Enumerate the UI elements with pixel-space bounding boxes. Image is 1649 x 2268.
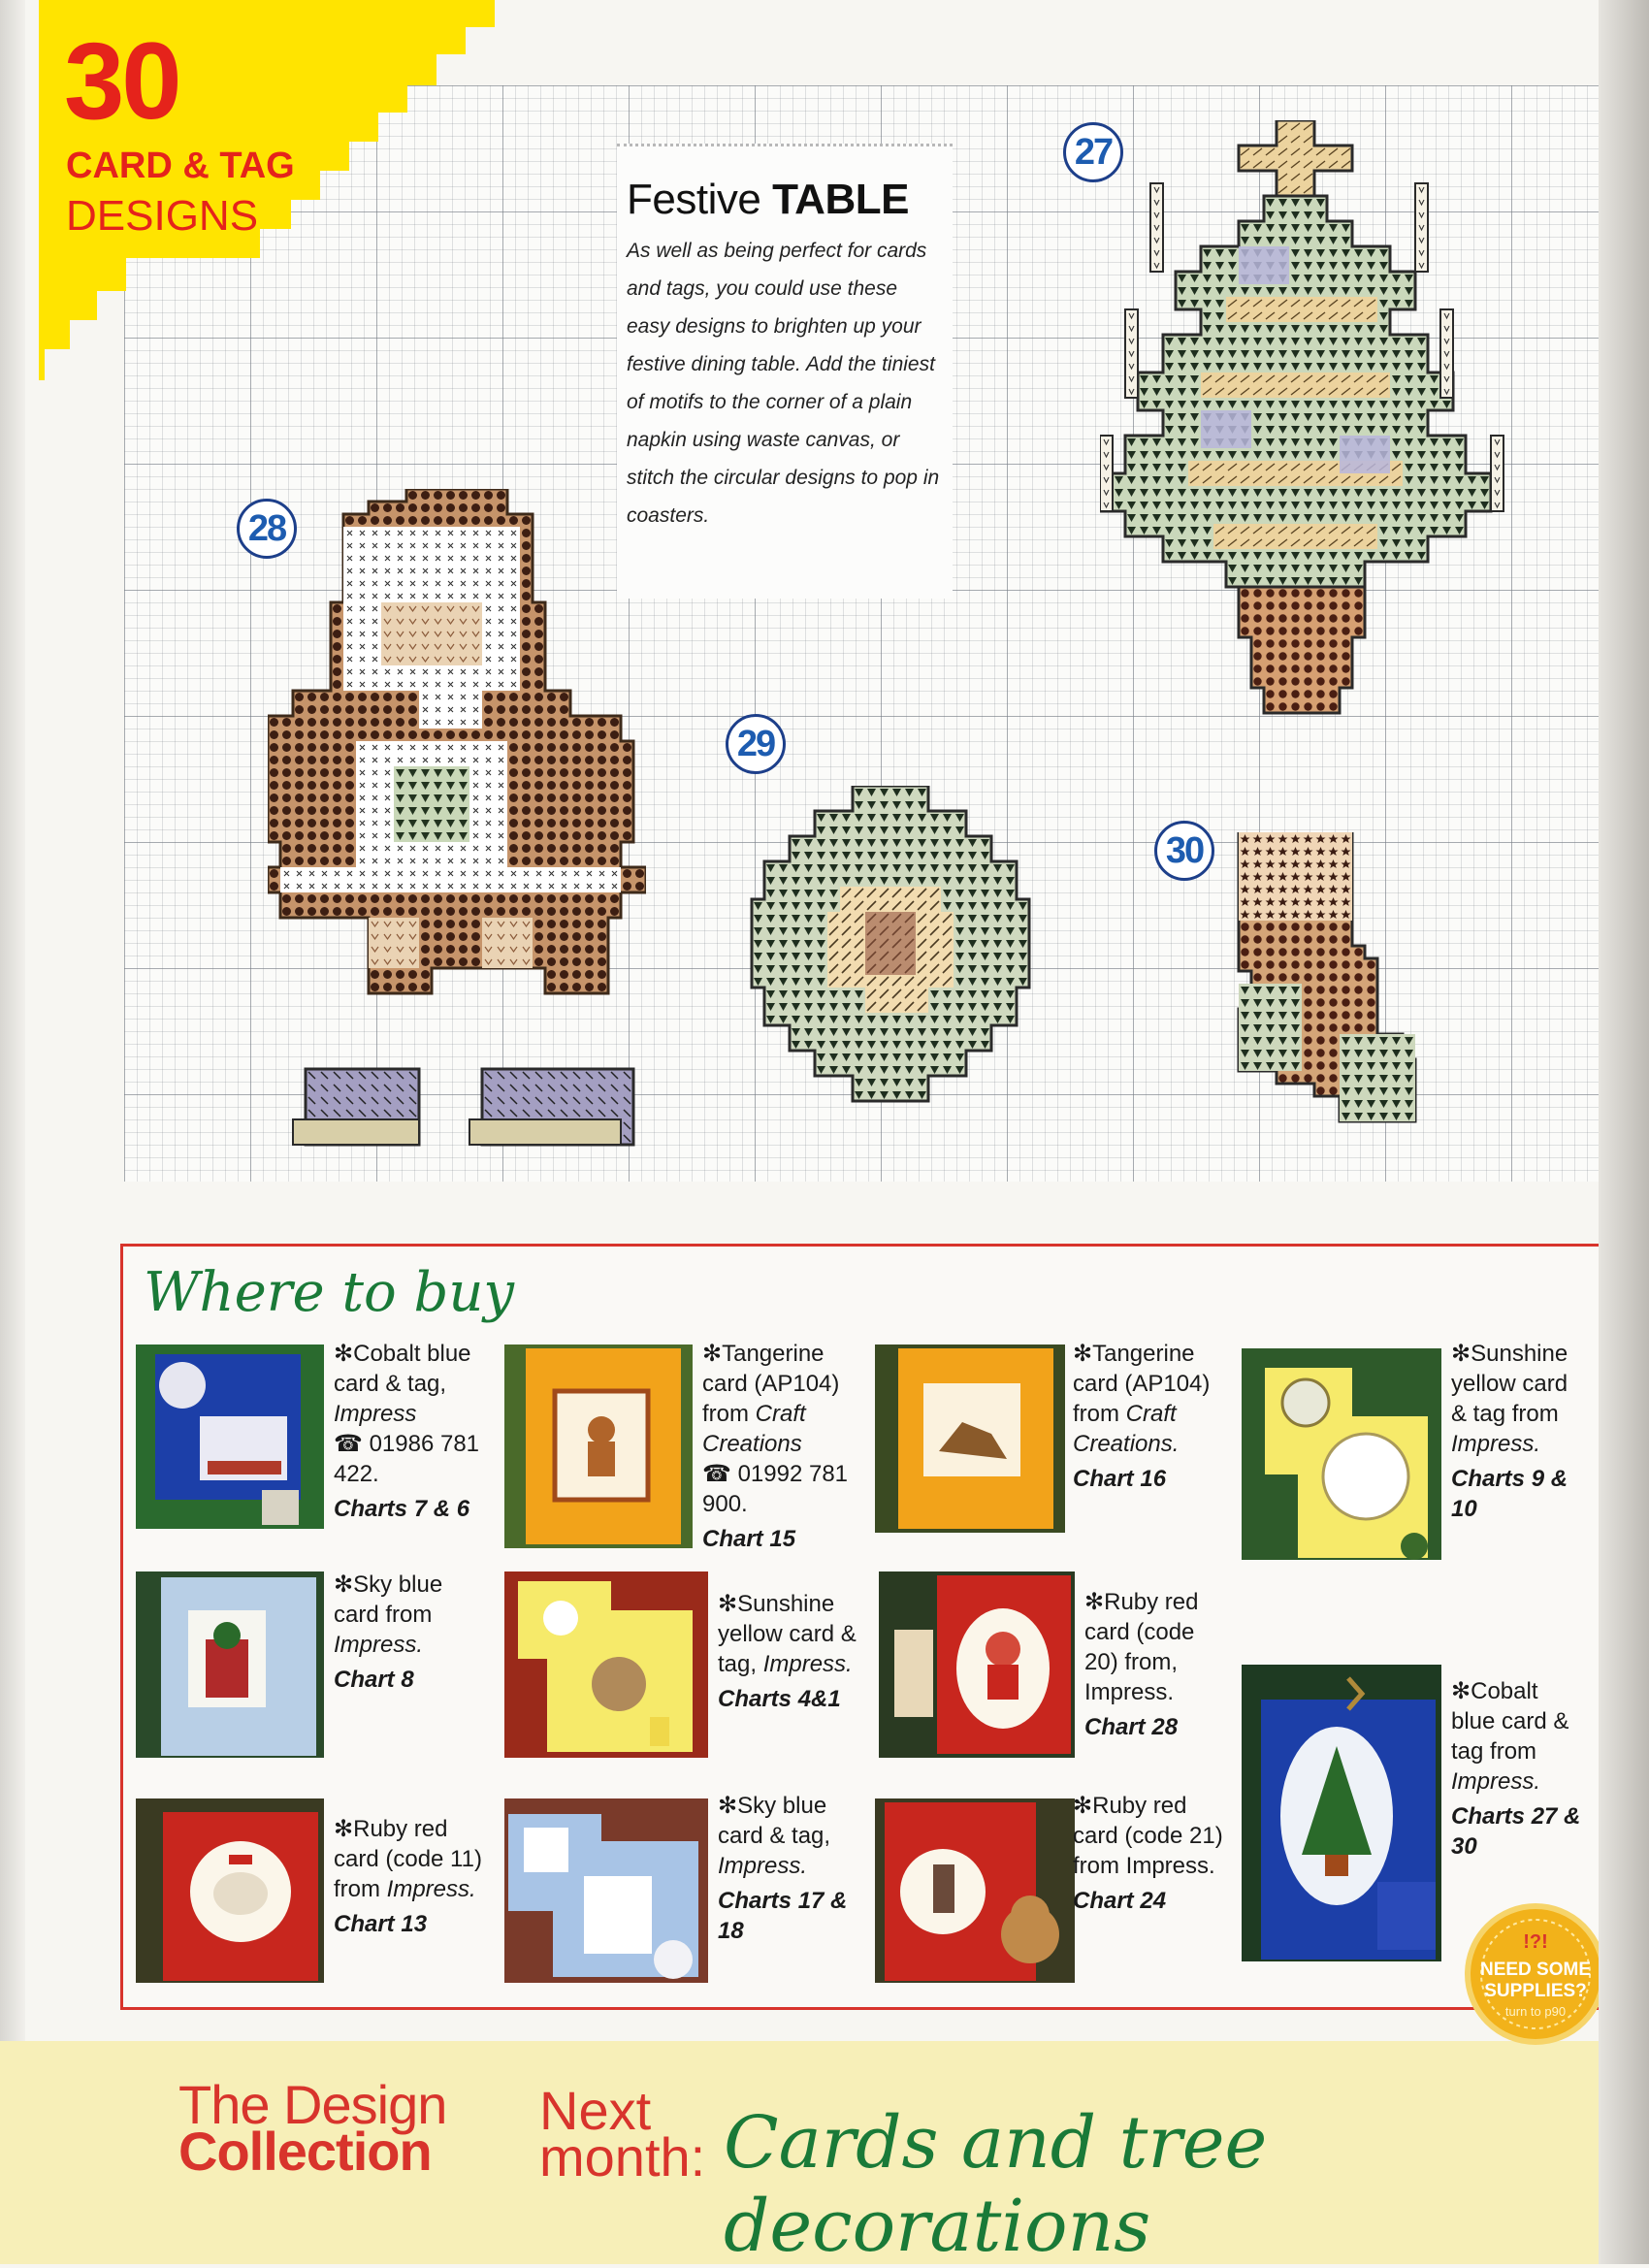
caption-text: Sky blue card from	[334, 1571, 443, 1628]
next-month-title: Cards and tree decorations	[724, 2101, 1268, 2268]
caption-text: Tangerine card (AP104) from	[702, 1341, 840, 1427]
bullet-icon: ✻	[718, 1591, 738, 1617]
caption-text: Ruby red card (code 20) from, Impress.	[1084, 1589, 1199, 1705]
brand-logo	[178, 2074, 447, 2182]
caption-cobalt-27-30	[1451, 1676, 1587, 1862]
stocking-motif	[1226, 832, 1434, 1133]
caption-text: Sunshine yellow card & tag,	[718, 1591, 857, 1677]
card-photo-ruby-28	[879, 1571, 1075, 1758]
supplies-stamp[interactable]	[1463, 1901, 1608, 2047]
caption-skyblue-8	[334, 1570, 489, 1695]
bullet-icon: ✻	[1084, 1589, 1105, 1615]
caption-tangerine-15	[702, 1339, 867, 1554]
bullet-icon: ✻	[1451, 1678, 1471, 1704]
caption-text: Cobalt blue card & tag from	[1451, 1678, 1569, 1765]
caption-chart: Chart 24	[1073, 1888, 1167, 1914]
caption-supplier: Impress	[334, 1401, 417, 1427]
bullet-icon: ✻	[718, 1793, 738, 1819]
brand-line-1: The Design	[178, 2074, 447, 2135]
card-photo-ruby-13	[136, 1798, 324, 1983]
caption-chart: Chart 28	[1084, 1714, 1179, 1740]
brand-line-2: Collection	[178, 2121, 432, 2182]
caption-tangerine-16	[1073, 1339, 1238, 1494]
caption-text: Sky blue card & tag,	[718, 1793, 831, 1849]
card-photo-tangerine-16	[875, 1345, 1065, 1533]
caption-chart: Chart 8	[334, 1667, 414, 1693]
caption-chart: Chart 13	[334, 1911, 428, 1937]
caption-text: Ruby red card (code 11) from	[334, 1816, 482, 1902]
card-photo-skyblue-8	[136, 1571, 324, 1758]
festive-table-box	[617, 144, 953, 599]
bullet-icon: ✻	[1073, 1341, 1093, 1367]
bullet-icon: ✻	[702, 1341, 723, 1367]
bullet-icon: ✻	[334, 1816, 354, 1842]
caption-phone: ☎ 01992 781 900.	[702, 1461, 849, 1517]
caption-phone: ☎ 01986 781 422.	[334, 1431, 480, 1487]
caption-chart: Chart 16	[1073, 1466, 1167, 1492]
badge-27: 27	[1063, 122, 1123, 182]
card-photo-sunshine-9-10	[1242, 1348, 1441, 1560]
caption-chart: Charts 17 & 18	[718, 1888, 848, 1944]
caption-cobalt-7-6	[334, 1339, 489, 1524]
stamp-line-1: NEED SOME	[1479, 1960, 1592, 1980]
stamp-top: !?!	[1523, 1931, 1548, 1953]
badge-28: 28	[237, 499, 297, 559]
caption-text: Ruby red card (code 21) from Impress.	[1073, 1793, 1223, 1879]
caption-text: Sunshine yellow card & tag from	[1451, 1341, 1568, 1427]
caption-ruby-13	[334, 1814, 489, 1939]
stamp-line-2: SUPPLIES?	[1484, 1981, 1587, 2001]
festive-title-bold: TABLE	[772, 176, 909, 223]
bauble-motif	[739, 786, 1051, 1106]
stamp-line-3: turn to p90	[1504, 2004, 1567, 2019]
next-month-label	[539, 2080, 706, 2187]
caption-sunshine-4-1	[718, 1589, 863, 1714]
caption-supplier: Impress.	[718, 1853, 808, 1879]
caption-supplier: Impress.	[386, 1876, 476, 1902]
card-photo-tangerine-15	[504, 1345, 693, 1548]
bullet-icon: ✻	[1451, 1341, 1471, 1367]
caption-supplier: Craft Creations.	[1073, 1401, 1180, 1457]
where-to-buy-title: Where to buy	[144, 1261, 515, 1324]
festive-title-light: Festive	[627, 176, 761, 223]
bullet-icon: ✻	[1073, 1793, 1093, 1819]
caption-sunshine-9-10	[1451, 1339, 1587, 1524]
caption-chart: Charts 7 & 6	[334, 1496, 470, 1522]
caption-supplier: Impress.	[334, 1632, 424, 1658]
caption-chart: Charts 9 & 10	[1451, 1466, 1568, 1522]
card-photo-skyblue-17-18	[504, 1798, 708, 1983]
caption-ruby-28	[1084, 1587, 1230, 1742]
festive-body: As well as being perfect for cards and tags, you could use these easy designs to brighten up your festive dining table. Add the tiniest of motifs to the corner of a plain napkin using waste canvas, or stitch the circular designs to pop in coasters.	[627, 240, 940, 527]
bullet-icon: ✻	[334, 1341, 354, 1367]
corner-line-1: CARD & TAG	[66, 146, 295, 186]
caption-supplier: Craft Creations	[702, 1401, 806, 1457]
card-photo-sunshine-4-1	[504, 1571, 708, 1758]
page-edge-shadow	[1599, 0, 1649, 2264]
tree-motif	[1100, 120, 1507, 776]
caption-text: Cobalt blue card & tag,	[334, 1341, 471, 1397]
card-photo-cobalt-7-6	[136, 1345, 324, 1529]
festive-title	[627, 176, 953, 224]
bullet-icon: ✻	[334, 1571, 354, 1598]
next-line-2: month:	[539, 2126, 706, 2187]
design-count: 30	[64, 20, 179, 142]
caption-skyblue-17-18	[718, 1791, 863, 1946]
card-photo-ruby-24	[875, 1798, 1075, 1983]
caption-text: Tangerine card (AP104) from	[1073, 1341, 1211, 1427]
next-line-1: Next	[539, 2080, 652, 2141]
santa-motif	[268, 489, 646, 1149]
caption-ruby-24	[1073, 1791, 1228, 1916]
caption-chart: Charts 27 & 30	[1451, 1803, 1581, 1860]
caption-chart: Chart 15	[702, 1526, 796, 1552]
corner-line-2: DESIGNS	[66, 192, 259, 240]
badge-29: 29	[726, 714, 786, 774]
caption-supplier: Impress.	[762, 1651, 853, 1677]
caption-supplier: Impress.	[1451, 1768, 1541, 1795]
caption-chart: Charts 4&1	[718, 1686, 841, 1712]
caption-supplier: Impress.	[1451, 1431, 1541, 1457]
card-photo-cobalt-27-30	[1242, 1665, 1441, 1961]
badge-30: 30	[1154, 821, 1214, 881]
